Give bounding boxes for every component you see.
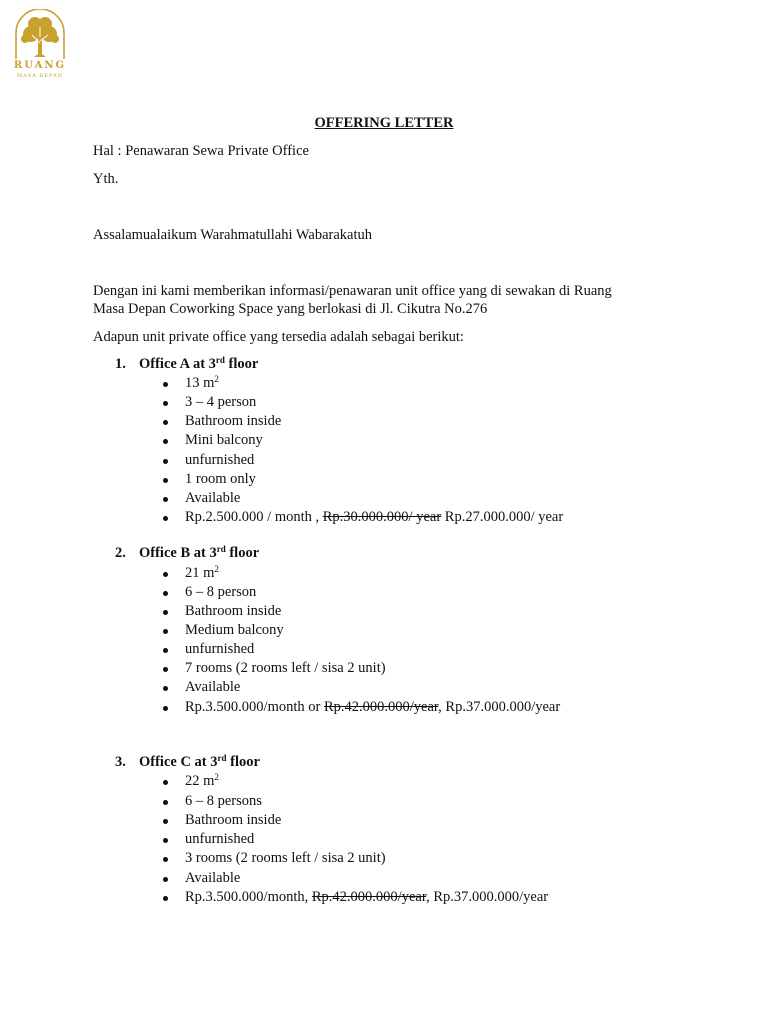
price-old-yearly: Rp.42.000.000/year	[311, 889, 427, 905]
price-old-yearly: Rp.42.000.000/year	[323, 699, 439, 715]
area-unit-sup: 2	[214, 374, 219, 384]
office-a-heading	[115, 356, 258, 373]
addressee: Yth.	[93, 171, 119, 187]
ordinal-suffix: rd	[216, 544, 226, 554]
company-logo	[12, 9, 68, 77]
price-new-yearly: , Rp.37.000.000/year	[438, 699, 561, 715]
list-intro: Adapun unit private office yang tersedia adalah sebagai berikut:	[93, 329, 464, 345]
area-value: 22 m	[185, 773, 215, 789]
area-unit-sup: 2	[214, 772, 219, 782]
area-value: 21 m	[185, 565, 215, 581]
subject-line: Hal : Penawaran Sewa Private Office	[93, 143, 309, 159]
intro-paragraph-line-1: Dengan ini kami memberikan informasi/penawaran unit office yang di sewakan di Ruang	[93, 283, 612, 299]
ordinal-suffix: rd	[217, 753, 227, 763]
office-number: 1.	[115, 356, 126, 372]
price-old-yearly: Rp.30.000.000/ year	[322, 509, 442, 525]
ordinal-suffix: rd	[215, 355, 225, 365]
price-monthly: Rp.3.500.000/month or	[185, 699, 324, 715]
price-new-yearly: Rp.27.000.000/ year	[441, 509, 564, 525]
office-c-heading	[115, 754, 260, 771]
office-name: Office C at 3	[139, 754, 218, 770]
floor-label: floor	[226, 754, 260, 770]
office-name: Office B at 3	[139, 545, 217, 561]
floor-label: floor	[225, 545, 260, 561]
greeting: Assalamualaikum Warahmatullahi Wabarakatuh	[93, 227, 372, 243]
price-monthly: Rp.3.500.000/month,	[185, 889, 312, 905]
price-new-yearly: , Rp.37.000.000/year	[426, 889, 549, 905]
intro-paragraph-line-2: Masa Depan Coworking Space yang berlokasi di Jl. Cikutra No.276	[93, 301, 488, 317]
office-b-heading	[115, 545, 259, 562]
area-value: 13 m	[185, 375, 215, 391]
office-name: Office A at 3	[139, 356, 216, 372]
logo-name: RUANG	[13, 60, 67, 71]
area-unit-sup: 2	[214, 564, 219, 574]
office-number: 3.	[115, 754, 126, 770]
letter-title: OFFERING LETTER	[314, 115, 454, 131]
tree-arch-logo-icon	[12, 9, 68, 61]
office-number: 2.	[115, 545, 126, 561]
price-monthly: Rp.2.500.000 / month ,	[185, 509, 323, 525]
floor-label: floor	[224, 356, 259, 372]
logo-subtitle: MASA DEPAN	[17, 73, 63, 79]
